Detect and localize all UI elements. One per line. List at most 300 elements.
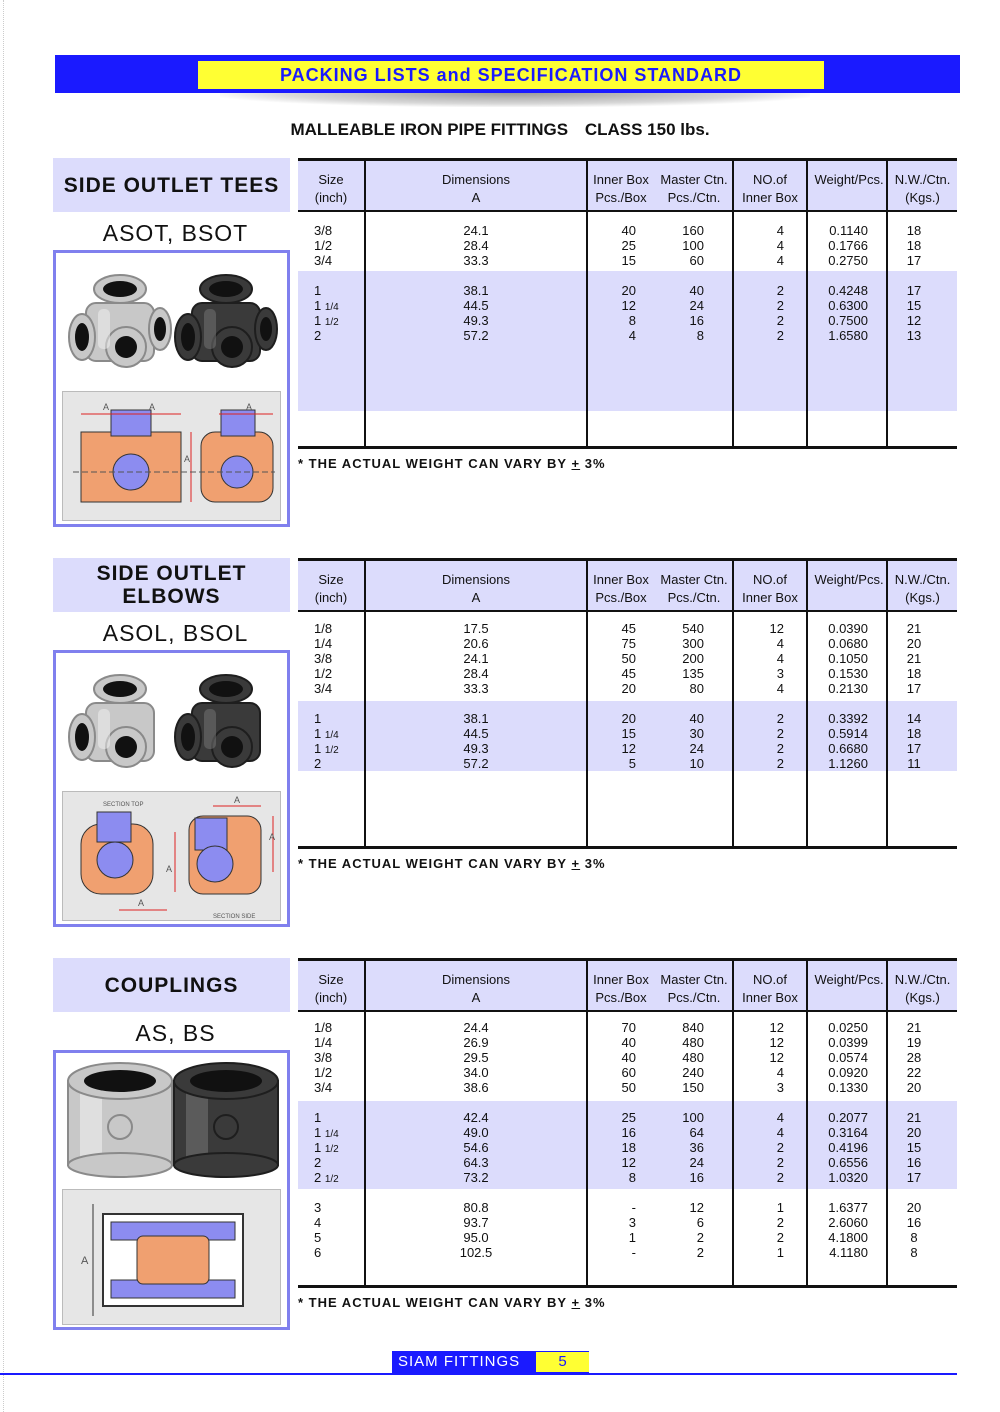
table-cell: 21 [906, 651, 922, 666]
table-cell: 8 [628, 1170, 636, 1185]
column-header-line: Pcs./Ctn. [667, 190, 721, 205]
column-header-line: N.W./Ctn. [894, 572, 951, 587]
table-cell: 0.1140 [829, 223, 868, 238]
table-cell: 5 [314, 1230, 322, 1245]
fitting-side-opening [75, 323, 89, 351]
column-header-master_ctn [654, 571, 734, 607]
column-header-dimensions [366, 171, 586, 207]
banner-title: PACKING LISTS and SPECIFICATION STANDARD [198, 61, 824, 89]
table-cell: 25 [621, 238, 636, 253]
dimension-label: A [149, 402, 156, 412]
table-cell: 1/2 [314, 666, 333, 681]
coupling-base [68, 1153, 172, 1177]
table-cell: - [631, 1200, 636, 1215]
table-cell: 18 [621, 1140, 636, 1155]
table-cell: 12 [621, 741, 636, 756]
column-header-nw [888, 171, 957, 207]
table-cell: 2 [776, 283, 784, 298]
column-header-line: Weight/Pcs. [814, 172, 884, 187]
column-header-line: Pcs./Box [595, 590, 647, 605]
table-cell: 19 [906, 1035, 922, 1050]
weight-note-text: * THE ACTUAL WEIGHT CAN VARY BY [298, 856, 567, 871]
weight-note-percent: 3% [584, 456, 606, 471]
table-cell: 16 [621, 1125, 636, 1140]
elbow-bore-center [97, 842, 133, 878]
table-cell: 2 1/2 [314, 1170, 339, 1185]
column-header-dimensions [366, 571, 586, 607]
table-cell: 8 [628, 313, 636, 328]
table-cell: 0.5914 [828, 726, 868, 741]
table-bottom-rule [298, 1285, 957, 1288]
table-cell: 0.7500 [828, 313, 868, 328]
table-cell: 0.6556 [828, 1155, 868, 1170]
table-cell: 160 [682, 223, 704, 238]
table-cell: 3 [314, 1200, 322, 1215]
table-cell: 57.2 [463, 756, 489, 771]
table-cell: 4 [314, 1215, 322, 1230]
section-diagram [63, 1190, 280, 1324]
table-cell: 4.1180 [829, 1245, 868, 1260]
table-cell: 70 [621, 1020, 636, 1035]
section-diagram-panel [62, 391, 281, 521]
table-cell: - [631, 1245, 636, 1260]
table-cell: 73.2 [463, 1170, 489, 1185]
table-cell: 2 [314, 328, 322, 343]
table-cell: 0.2750 [828, 253, 868, 268]
table-cell: 2 [776, 1230, 784, 1245]
table-cell: 60 [689, 253, 704, 268]
table-cell: 75 [621, 636, 636, 651]
table-cell: 1 [314, 283, 322, 298]
column-header-line: N.W./Ctn. [894, 172, 951, 187]
column-header-line: Master Ctn. [660, 572, 728, 587]
table-cell: 0.2077 [828, 1110, 868, 1125]
weight-note-text: * THE ACTUAL WEIGHT CAN VARY BY [298, 456, 567, 471]
table-cell: 50 [621, 1080, 636, 1095]
table-cell: 1 1/4 [314, 726, 339, 741]
column-header-line: NO.of [753, 972, 787, 987]
product-codes: ASOT, BSOT [102, 220, 249, 246]
table-cell: 38.1 [463, 711, 489, 726]
table-cell: 2 [696, 1245, 704, 1260]
table-cell: 21 [906, 1110, 922, 1125]
table-cell: 4 [776, 1065, 784, 1080]
table-cell: 4 [776, 223, 784, 238]
table-cell: 2 [696, 1230, 704, 1245]
plus-minus-sign: + [571, 1295, 581, 1310]
table-cell: 100 [682, 238, 704, 253]
table-cell: 18 [906, 666, 922, 681]
weight-note [298, 456, 606, 471]
fitting-front-opening [221, 736, 243, 758]
table-cell: 0.0399 [828, 1035, 868, 1050]
table-cell: 34.0 [463, 1065, 489, 1080]
dimension-label: A [138, 898, 145, 908]
table-cell: 1 1/2 [314, 1140, 339, 1155]
column-header-line: A [471, 590, 481, 605]
column-header-line: Inner Box [742, 990, 798, 1005]
table-cell: 0.2130 [828, 681, 868, 696]
column-header-weight [808, 171, 890, 189]
column-header-inner_box [588, 571, 654, 607]
table-cell: 2 [776, 1215, 784, 1230]
table-cell: 12 [906, 313, 922, 328]
table-cell: 12 [621, 298, 636, 313]
table-cell: 57.2 [463, 328, 489, 343]
table-cell: 2.6060 [828, 1215, 868, 1230]
table-cell: 4 [776, 1125, 784, 1140]
table-cell: 3/8 [314, 1050, 333, 1065]
table-cell: 11 [907, 756, 921, 771]
table-cell: 45 [621, 621, 636, 636]
column-header-line: Pcs./Box [595, 190, 647, 205]
table-cell: 44.5 [463, 726, 489, 741]
table-cell: 540 [682, 621, 704, 636]
table-cell: 12 [621, 1155, 636, 1170]
table-cell: 17 [906, 283, 922, 298]
table-cell: 64 [689, 1125, 704, 1140]
table-cell: 2 [776, 711, 784, 726]
table-cell: 1/8 [314, 1020, 333, 1035]
table-cell: 38.6 [463, 1080, 489, 1095]
product-photo-area [62, 659, 281, 789]
column-header-master_ctn [654, 171, 734, 207]
table-cell: 20 [906, 1200, 922, 1215]
table-cell: 21 [906, 621, 922, 636]
product-title [53, 158, 290, 212]
column-header-dimensions [366, 971, 586, 1007]
table-cell: 10 [689, 756, 704, 771]
table-cell: 28 [906, 1050, 922, 1065]
column-header-line: Pcs./Box [595, 990, 647, 1005]
fitting-top-opening [103, 281, 137, 297]
table-cell: 24.1 [463, 651, 489, 666]
table-cell: 102.5 [459, 1245, 493, 1260]
column-header-inner_box [588, 171, 654, 207]
dimension-label: A [269, 832, 276, 842]
column-header-line: Master Ctn. [660, 972, 728, 987]
weight-note-percent: 3% [584, 1295, 606, 1310]
weight-note [298, 1295, 606, 1310]
table-cell: 0.0680 [828, 636, 868, 651]
table-cell: 1.0320 [828, 1170, 868, 1185]
weight-note [298, 856, 606, 871]
table-cell: 480 [682, 1035, 704, 1050]
table-cell: 64.3 [463, 1155, 489, 1170]
section-diagram-panel [62, 1189, 281, 1325]
coupling-wall [137, 1236, 209, 1284]
table-cell: 6 [696, 1215, 704, 1230]
table-cell: 2 [314, 756, 322, 771]
column-header-nw [888, 971, 957, 1007]
table-cell: 1/2 [314, 1065, 333, 1080]
column-header-line: Dimensions [442, 572, 510, 587]
table-cell: 1.6580 [828, 328, 868, 343]
weight-note-percent: 3% [584, 856, 606, 871]
product-title-line: COUPLINGS [104, 973, 239, 997]
fitting-highlight [204, 709, 216, 749]
product-section [0, 958, 1000, 1338]
table-cell: 28.4 [463, 666, 489, 681]
table-cell: 0.0390 [828, 621, 868, 636]
table-cell: 16 [689, 1170, 704, 1185]
table-cell: 4.1800 [828, 1230, 868, 1245]
section-diagram [63, 792, 280, 920]
column-header-line: NO.of [753, 172, 787, 187]
table-cell: 17 [906, 1170, 922, 1185]
table-cell: 49.3 [463, 313, 489, 328]
table-cell: 49.3 [463, 741, 489, 756]
table-cell: 1 1/4 [314, 298, 339, 313]
column-header-weight [808, 971, 890, 989]
subtitle-main: MALLEABLE IRON PIPE FITTINGS [290, 120, 569, 139]
table-cell: 18 [906, 726, 922, 741]
table-cell: 20 [906, 1080, 922, 1095]
table-cell: 8 [696, 328, 704, 343]
table-cell: 240 [682, 1065, 704, 1080]
table-cell: 54.6 [463, 1140, 489, 1155]
table-cell: 60 [621, 1065, 636, 1080]
product-photo [62, 659, 281, 789]
table-cell: 0.6680 [828, 741, 868, 756]
product-title [53, 558, 290, 612]
table-cell: 80 [689, 681, 704, 696]
table-cell: 14 [906, 711, 922, 726]
table-cell: 480 [682, 1050, 704, 1065]
coupling-base [174, 1153, 278, 1177]
column-header-line: Pcs./Ctn. [667, 990, 721, 1005]
elbow-bore-top [97, 812, 131, 842]
table-cell: 1.1260 [828, 756, 868, 771]
table-cell: 80.8 [463, 1200, 489, 1215]
table-cell: 4 [776, 651, 784, 666]
column-header-line: Dimensions [442, 972, 510, 987]
table-cell: 4 [776, 681, 784, 696]
column-header-line: Pcs./Ctn. [667, 590, 721, 605]
table-cell: 1/2 [314, 238, 333, 253]
table-cell: 0.0920 [828, 1065, 868, 1080]
table-cell: 5 [628, 756, 636, 771]
table-row-band [298, 341, 957, 411]
table-cell: 2 [776, 726, 784, 741]
table-cell: 44.5 [463, 298, 489, 313]
table-cell: 2 [776, 741, 784, 756]
table-cell: 17 [906, 741, 922, 756]
table-bottom-rule [298, 446, 957, 449]
table-cell: 1 [314, 711, 322, 726]
table-cell: 25 [621, 1110, 636, 1125]
table-cell: 2 [314, 1155, 322, 1170]
table-cell: 36 [689, 1140, 704, 1155]
column-header-line: (Kgs.) [905, 990, 940, 1005]
section-diagram-panel [62, 791, 281, 921]
fitting-right-opening [260, 317, 272, 341]
table-cell: 8 [910, 1245, 918, 1260]
product-photo-area [62, 1059, 281, 1189]
column-header-line: Size [318, 972, 344, 987]
table-cell: 40 [689, 711, 704, 726]
column-header-line: (inch) [314, 990, 348, 1005]
table-cell: 1 [776, 1200, 784, 1215]
section-diagram [63, 392, 280, 520]
table-cell: 40 [689, 283, 704, 298]
table-cell: 0.3164 [828, 1125, 868, 1140]
table-cell: 4 [776, 1110, 784, 1125]
table-cell: 0.1330 [828, 1080, 868, 1095]
table-cell: 1 1/2 [314, 741, 339, 756]
column-header-no_of [734, 971, 806, 1007]
table-cell: 2 [776, 298, 784, 313]
table-cell: 2 [776, 1155, 784, 1170]
table-cell: 3/4 [314, 253, 333, 268]
table-cell: 15 [906, 298, 922, 313]
banner-shadow [220, 93, 810, 107]
dimension-label: A [246, 402, 253, 412]
table-bottom-rule [298, 846, 957, 849]
table-cell: 4 [628, 328, 636, 343]
table-cell: 17.5 [463, 621, 489, 636]
fitting-highlight [98, 709, 110, 749]
product-section [0, 558, 1000, 935]
dimension-label: SECTION SIDE [213, 914, 256, 920]
table-cell: 0.1766 [828, 238, 868, 253]
table-cell: 135 [682, 666, 704, 681]
table-cell: 16 [906, 1215, 922, 1230]
column-header-line: (inch) [314, 590, 348, 605]
table-cell: 26.9 [463, 1035, 489, 1050]
table-cell: 17 [906, 253, 922, 268]
column-header-line: Inner Box [742, 190, 798, 205]
table-cell: 3 [776, 1080, 784, 1095]
fitting-side-opening [75, 723, 89, 751]
table-cell: 20.6 [463, 636, 489, 651]
product-codes: ASOL, BSOL [102, 620, 249, 646]
table-cell: 0.1530 [828, 666, 868, 681]
table-cell: 40 [621, 223, 636, 238]
table-cell: 24.4 [463, 1020, 489, 1035]
table-cell: 40 [621, 1035, 636, 1050]
dimension-label: A [234, 795, 241, 805]
product-photo-area [62, 259, 281, 389]
column-header-line: (Kgs.) [905, 190, 940, 205]
column-header-nw [888, 571, 957, 607]
fitting-front-opening [115, 336, 137, 358]
table-cell: 200 [682, 651, 704, 666]
column-header-line: Inner Box [593, 972, 649, 987]
table-cell: 2 [776, 1140, 784, 1155]
fitting-highlight [204, 309, 216, 349]
fitting-right-opening [154, 317, 166, 341]
column-header-line: A [471, 190, 481, 205]
column-header-line: Size [318, 572, 344, 587]
column-header-master_ctn [654, 971, 734, 1007]
table-cell: 15 [621, 726, 636, 741]
plus-minus-sign: + [571, 456, 581, 471]
table-cell: 12 [769, 1035, 784, 1050]
table-cell: 22 [906, 1065, 922, 1080]
column-header-line: (Kgs.) [905, 590, 940, 605]
table-cell: 12 [769, 1020, 784, 1035]
product-image-frame [53, 1050, 290, 1330]
table-cell: 8 [910, 1230, 918, 1245]
column-header-weight [808, 571, 890, 589]
product-photo [62, 259, 281, 389]
table-cell: 12 [769, 621, 784, 636]
table-cell: 1/4 [314, 1035, 333, 1050]
table-cell: 3/4 [314, 1080, 333, 1095]
table-cell: 20 [906, 1125, 922, 1140]
table-cell: 12 [769, 1050, 784, 1065]
table-cell: 20 [621, 711, 636, 726]
table-cell: 30 [689, 726, 704, 741]
fitting-top-opening [209, 681, 243, 697]
table-cell: 0.0574 [828, 1050, 868, 1065]
fitting-side-opening [181, 723, 195, 751]
product-section [0, 158, 1000, 535]
weight-note-text: * THE ACTUAL WEIGHT CAN VARY BY [298, 1295, 567, 1310]
page-subtitle [0, 120, 1000, 140]
elbow-bore-side-center [197, 846, 233, 882]
table-cell: 93.7 [463, 1215, 489, 1230]
table-cell: 49.0 [463, 1125, 489, 1140]
dimension-label: A [184, 454, 191, 464]
packing-table [298, 958, 957, 1288]
plus-minus-sign: + [571, 856, 581, 871]
dimension-label: A [166, 864, 173, 874]
fitting-front-opening [221, 336, 243, 358]
column-header-line: Inner Box [593, 572, 649, 587]
table-cell: 2 [776, 328, 784, 343]
table-cell: 0.4196 [828, 1140, 868, 1155]
table-cell: 1 1/2 [314, 313, 339, 328]
table-cell: 2 [776, 756, 784, 771]
table-cell: 0.0250 [828, 1020, 868, 1035]
table-cell: 12 [689, 1200, 704, 1215]
column-header-size [298, 571, 364, 607]
table-cell: 24 [689, 741, 704, 756]
table-cell: 1 [314, 1110, 322, 1125]
table-cell: 1.6377 [828, 1200, 868, 1215]
table-cell: 13 [906, 328, 922, 343]
product-title-line: SIDE OUTLET TEES [63, 173, 280, 197]
table-cell: 0.3392 [828, 711, 868, 726]
page-number: 5 [536, 1352, 589, 1372]
product-title-line: ELBOWS [122, 585, 221, 608]
table-cell: 20 [906, 636, 922, 651]
column-header-inner_box [588, 971, 654, 1007]
column-header-line: (inch) [314, 190, 348, 205]
table-cell: 100 [682, 1110, 704, 1125]
table-cell: 18 [906, 238, 922, 253]
column-header-line: Weight/Pcs. [814, 572, 884, 587]
fitting-front-opening [115, 736, 137, 758]
table-cell: 1 [628, 1230, 636, 1245]
column-header-size [298, 971, 364, 1007]
table-cell: 1 1/4 [314, 1125, 339, 1140]
table-cell: 18 [906, 223, 922, 238]
table-cell: 4 [776, 636, 784, 651]
table-cell: 40 [621, 1050, 636, 1065]
table-cell: 45 [621, 666, 636, 681]
subtitle-class: CLASS 150 lbs. [584, 120, 710, 139]
table-cell: 3 [628, 1215, 636, 1230]
table-cell: 16 [906, 1155, 922, 1170]
dimension-label: A [103, 402, 110, 412]
product-image-frame [53, 250, 290, 527]
table-cell: 3/4 [314, 681, 333, 696]
footer-rule [0, 1373, 957, 1375]
table-cell: 38.1 [463, 283, 489, 298]
